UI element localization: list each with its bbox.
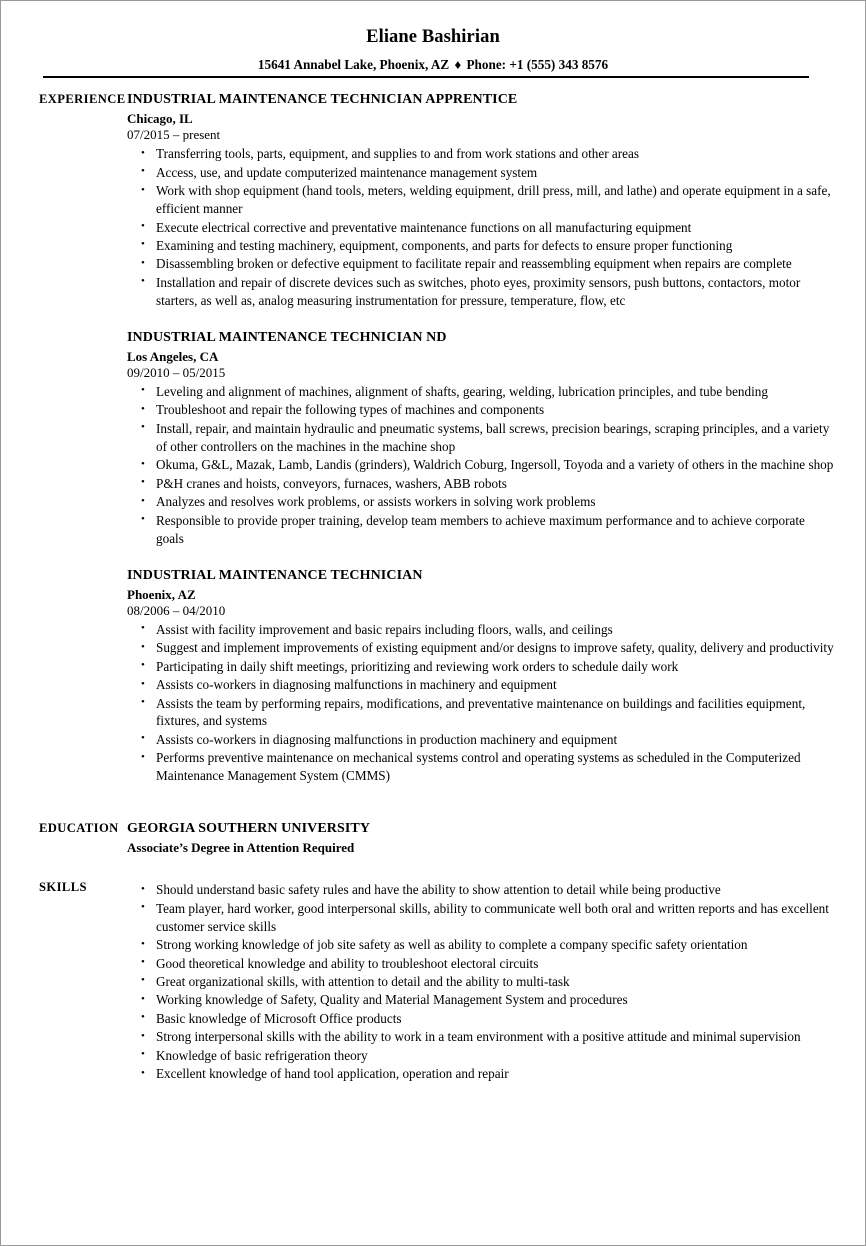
skill-bullet: • Excellent knowledge of hand tool application, operation and repair [127,1065,835,1083]
job-bullet: • Execute electrical corrective and preventative maintenance functions on all manufacturing equipment [127,219,835,237]
section-label-skills: SKILLS [39,880,87,895]
diamond-separator-icon: ♦ [454,57,462,73]
job-bullet: • Work with shop equipment (hand tools, meters, welding equipment, drill press, mill, and lathe) and operate equipment in a safe, efficient manner [127,182,835,218]
education-school: GEORGIA SOUTHERN UNIVERSITY [127,820,371,836]
job-bullet: • P&H cranes and hoists, conveyors, furnaces, washers, ABB robots [127,475,835,493]
resume-content [1,91,865,1084]
job-bullet: • Examining and testing machinery, equipment, components, and parts for defects to ensure proper functioning [127,237,835,255]
job-bullet: • Install, repair, and maintain hydraulic and pneumatic systems, ball screws, precision bearings, scraping principles, and a variety of other controllers on the machines in the machine shop [127,420,835,456]
job-dates: 08/2006 – 04/2010 [127,602,226,618]
skill-bullet: • Good theoretical knowledge and ability to troubleshoot electoral circuits [127,955,835,973]
job-bullet-list [127,383,835,548]
skill-bullet: • Knowledge of basic refrigeration theory [127,1047,835,1065]
job-bullet: • Transferring tools, parts, equipment, and supplies to and from work stations and other areas [127,145,835,163]
job-dates: 09/2010 – 05/2015 [127,365,226,381]
job-bullet: • Participating in daily shift meetings, prioritizing and reviewing work orders to schedule daily work [127,658,835,676]
experience-body [127,91,865,786]
job-bullet: • Access, use, and update computerized maintenance management system [127,164,835,182]
education-body [127,820,865,857]
job-bullet: • Suggest and implement improvements of existing equipment and/or designs to improve safety, quality, delivery and productivity [127,639,835,657]
job-bullet: • Assist with facility improvement and basic repairs including floors, walls, and ceilings [127,621,835,639]
section-experience [1,91,865,786]
job-location: Phoenix, AZ [127,586,196,602]
skill-bullet: • Working knowledge of Safety, Quality and Material Management System and procedures [127,991,835,1009]
job-title: INDUSTRIAL MAINTENANCE TECHNICIAN ND [127,329,447,345]
job-bullet: • Assists the team by performing repairs, modifications, and preventative maintenance on buildings and facilities equipment, fixtures, and systems [127,695,835,731]
candidate-address: 15641 Annabel Lake, Phoenix, AZ [257,57,450,73]
skills-bullet-list [127,881,835,1083]
section-skills [1,879,865,1083]
skill-bullet: • Strong interpersonal skills with the ability to work in a team environment with a positive attitude and minimal supervision [127,1028,835,1046]
section-education [1,820,865,857]
candidate-contact-line [1,58,865,73]
job-bullet-list [127,621,835,786]
job-bullet: • Leveling and alignment of machines, alignment of shafts, gearing, welding, lubrication principles, and tube bending [127,383,835,401]
skill-bullet: • Should understand basic safety rules and have the ability to show attention to detail while being productive [127,881,835,899]
education-degree: Associate’s Degree in Attention Required [127,840,355,856]
job-bullet: • Okuma, G&L, Mazak, Lamb, Landis (grinders), Waldrich Coburg, Ingersoll, Toyoda and a variety of others in the machine shop [127,456,835,474]
skill-bullet: • Great organizational skills, with attention to detail and the ability to multi-task [127,973,835,991]
candidate-phone: Phone: +1 (555) 343 8576 [466,57,609,73]
job-location: Los Angeles, CA [127,348,219,364]
job-dates: 07/2015 – present [127,127,221,143]
job-title: INDUSTRIAL MAINTENANCE TECHNICIAN [127,567,423,583]
job-location: Chicago, IL [127,111,193,127]
skills-body [127,879,865,1083]
section-label-education: EDUCATION [39,820,119,835]
job-bullet: • Assists co-workers in diagnosing malfunctions in machinery and equipment [127,676,835,694]
job-bullet: • Troubleshoot and repair the following types of machines and components [127,401,835,419]
experience-job [127,567,835,786]
experience-job [127,91,835,310]
skill-bullet: • Basic knowledge of Microsoft Office products [127,1010,835,1028]
resume-header [1,1,865,73]
candidate-name: Eliane Bashirian [366,27,500,47]
job-bullet: • Responsible to provide proper training, develop team members to achieve maximum performance and to achieve corporate goals [127,512,835,548]
job-bullet: • Installation and repair of discrete devices such as switches, photo eyes, proximity sensors, push buttons, contactors, motor starters, as well as, analog measuring instrumentation for pressure, temperature, flow, etc [127,274,835,310]
section-label-experience: EXPERIENCE [39,92,126,106]
experience-job [127,329,835,548]
resume-inner [1,1,865,1245]
job-bullet: • Disassembling broken or defective equipment to facilitate repair and reassembling equipment when repairs are complete [127,255,835,273]
skill-bullet: • Strong working knowledge of job site safety as well as ability to complete a company specific safety orientation [127,936,835,954]
job-bullet-list [127,145,835,310]
job-bullet: • Performs preventive maintenance on mechanical systems control and operating systems as scheduled in the Computerized Maintenance Management System (CMMS) [127,749,835,785]
job-bullet: • Analyzes and resolves work problems, or assists workers in solving work problems [127,493,835,511]
job-bullet: • Assists co-workers in diagnosing malfunctions in production machinery and equipment [127,731,835,749]
header-divider [43,76,809,78]
job-title: INDUSTRIAL MAINTENANCE TECHNICIAN APPRENTICE [127,92,518,107]
skill-bullet: • Team player, hard worker, good interpersonal skills, ability to communicate well both oral and written reports and has excellent customer service skills [127,900,835,936]
